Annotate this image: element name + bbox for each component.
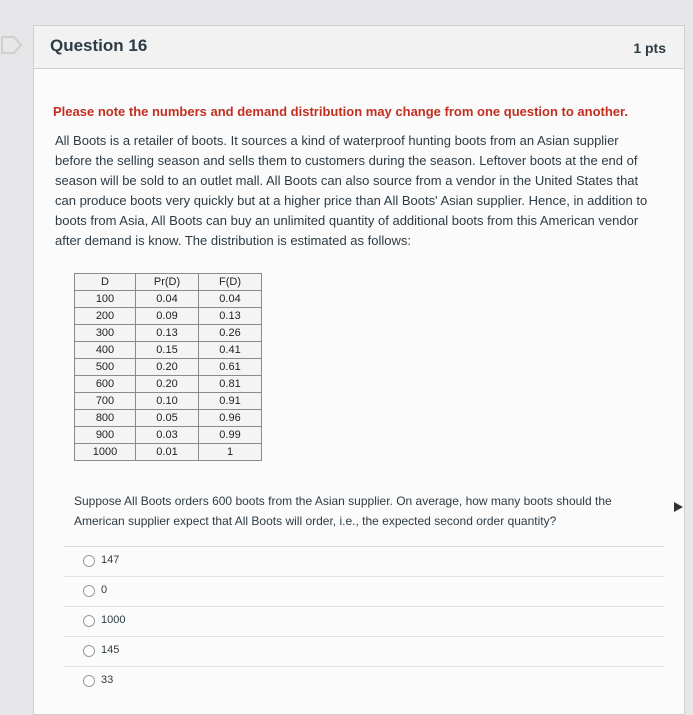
- question-card: [33, 25, 685, 715]
- question-points: 1 pts: [633, 40, 666, 56]
- answer-option[interactable]: [64, 576, 664, 606]
- table-row: [75, 444, 262, 461]
- mouse-cursor-icon: [674, 502, 683, 512]
- radio-button[interactable]: [83, 645, 95, 657]
- question-title: Question 16: [50, 36, 148, 55]
- question-paragraph: All Boots is a retailer of boots. It sources a kind of waterproof hunting boots from an Asian supplier before the selling season and sells them to customers during the season. Leftover boots at the end of season will be sold to an outlet mall. All Boots can also source from a vendor in the United States that can produce boots very quickly but at a higher price than All Boots' Asian supplier. Hence, in addition to boots from Asia, All Boots can buy an unlimited quantity of additional boots from this American vendor after demand is know. The distribution is estimated as follows:: [55, 133, 648, 248]
- table-cell: 0.13: [199, 308, 262, 325]
- answer-option[interactable]: [64, 666, 664, 696]
- table-row: [75, 427, 262, 444]
- table-cell: 0.41: [199, 342, 262, 359]
- table-cell: 1: [199, 444, 262, 461]
- radio-button[interactable]: [83, 675, 95, 687]
- table-cell: 0.10: [136, 393, 199, 410]
- answer-label: 145: [101, 644, 120, 656]
- table-row: [75, 325, 262, 342]
- answer-option[interactable]: [64, 606, 664, 636]
- answer-option[interactable]: [64, 546, 664, 576]
- table-row: [75, 359, 262, 376]
- table-cell: 0.99: [199, 427, 262, 444]
- table-cell: 400: [75, 342, 136, 359]
- answer-label: 147: [101, 554, 120, 566]
- table-cell: 0.13: [136, 325, 199, 342]
- question-body: [53, 104, 648, 251]
- table-cell: 0.01: [136, 444, 199, 461]
- table-row: [75, 342, 262, 359]
- table-cell: 0.15: [136, 342, 199, 359]
- table-cell: 0.20: [136, 359, 199, 376]
- table-cell: 900: [75, 427, 136, 444]
- table-cell: 0.04: [199, 291, 262, 308]
- table-header-cell: Pr(D): [136, 274, 199, 291]
- table-cell: 100: [75, 291, 136, 308]
- answer-list: [64, 546, 664, 696]
- table-cell: 200: [75, 308, 136, 325]
- table-header-cell: F(D): [199, 274, 262, 291]
- table-header-cell: D: [75, 274, 136, 291]
- table-cell: 0.20: [136, 376, 199, 393]
- radio-button[interactable]: [83, 615, 95, 627]
- table-cell: 1000: [75, 444, 136, 461]
- table-row: [75, 308, 262, 325]
- table-cell: 300: [75, 325, 136, 342]
- table-cell: 0.26: [199, 325, 262, 342]
- answer-label: 33: [101, 674, 114, 686]
- radio-button[interactable]: [83, 585, 95, 597]
- question-prompt: Suppose All Boots orders 600 boots from the Asian supplier. On average, how many boots should the American supplier expect that All Boots will order, i.e., the expected second order quantity?: [74, 494, 612, 528]
- table-header-row: [75, 274, 262, 291]
- table-cell: 0.81: [199, 376, 262, 393]
- table-cell: 500: [75, 359, 136, 376]
- table-cell: 700: [75, 393, 136, 410]
- table-row: [75, 376, 262, 393]
- table-cell: 800: [75, 410, 136, 427]
- answer-label: 0: [101, 584, 108, 596]
- table-row: [75, 291, 262, 308]
- question-header: [34, 26, 684, 69]
- table-body: [75, 291, 262, 461]
- distribution-table: [74, 273, 262, 461]
- flag-question-icon[interactable]: [0, 34, 24, 56]
- table-cell: 600: [75, 376, 136, 393]
- table-row: [75, 410, 262, 427]
- table-cell: 0.05: [136, 410, 199, 427]
- table-cell: 0.03: [136, 427, 199, 444]
- answer-label: 1000: [101, 614, 126, 626]
- table-row: [75, 393, 262, 410]
- radio-button[interactable]: [83, 555, 95, 567]
- table-cell: 0.04: [136, 291, 199, 308]
- table-cell: 0.91: [199, 393, 262, 410]
- table-cell: 0.96: [199, 410, 262, 427]
- note-text: Please note the numbers and demand distribution may change from one question to another.: [53, 104, 628, 119]
- table-cell: 0.61: [199, 359, 262, 376]
- answer-option[interactable]: [64, 636, 664, 666]
- table-cell: 0.09: [136, 308, 199, 325]
